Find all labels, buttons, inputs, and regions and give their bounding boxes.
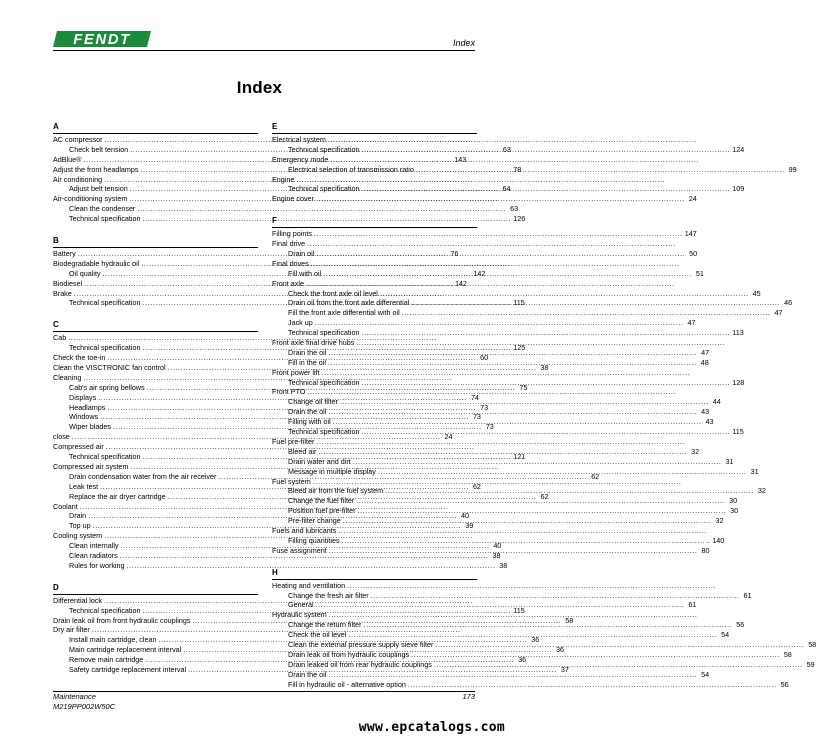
entry-page-number: 43 bbox=[701, 407, 710, 417]
entry-text: Windows bbox=[69, 412, 99, 422]
index-entry[interactable] bbox=[53, 462, 258, 472]
leader-dots bbox=[356, 496, 725, 506]
leader-dots bbox=[307, 387, 676, 397]
index-subentry[interactable] bbox=[53, 560, 508, 571]
entry-page-number: 43 bbox=[705, 417, 714, 427]
entry-page-number: 143 bbox=[454, 154, 467, 164]
leader-dots bbox=[364, 620, 733, 630]
index-subentry[interactable] bbox=[272, 535, 725, 546]
entry-text: Drain leak oil from hydraulic couplings bbox=[288, 649, 410, 659]
index-entry[interactable] bbox=[53, 625, 258, 635]
entry-page-number: 32 bbox=[715, 516, 724, 526]
index-subentry[interactable] bbox=[272, 590, 752, 601]
footer-document-code: M219PP002W50C bbox=[53, 702, 116, 711]
entry-text: Electrical system bbox=[272, 135, 326, 144]
entry-text: Front PTO bbox=[272, 387, 306, 397]
entry-page-number: 62 bbox=[540, 491, 549, 501]
section-rule bbox=[272, 133, 477, 134]
leader-dots bbox=[378, 467, 747, 477]
index-subentry[interactable] bbox=[53, 204, 519, 214]
entry-page-number: 73 bbox=[472, 412, 481, 422]
index-subentry[interactable] bbox=[272, 328, 744, 338]
entry-text: close bbox=[53, 432, 70, 442]
entry-text: Technical specification bbox=[69, 298, 141, 308]
index-subentry[interactable] bbox=[272, 506, 739, 516]
leader-dots bbox=[411, 650, 780, 660]
leader-dots bbox=[380, 289, 749, 299]
entry-text: Bleed air from the fuel system bbox=[288, 486, 384, 496]
entry-text: Drain water and dirt bbox=[288, 456, 351, 466]
section-letter: E bbox=[272, 122, 278, 131]
leader-dots bbox=[328, 358, 697, 368]
entry-page-number: 54 bbox=[701, 669, 710, 679]
section-rule bbox=[272, 579, 477, 580]
entry-text: Check the oil level bbox=[288, 630, 347, 640]
entry-text: Change oil filter bbox=[288, 397, 338, 407]
entry-page-number: 31 bbox=[750, 466, 759, 476]
index-entry[interactable] bbox=[53, 175, 258, 185]
leader-dots bbox=[434, 660, 803, 670]
entry-page-number: 31 bbox=[725, 456, 734, 466]
index-entry[interactable] bbox=[53, 502, 258, 512]
entry-text: Drain the oil bbox=[288, 407, 327, 417]
section-rule bbox=[53, 331, 258, 332]
leader-dots bbox=[330, 155, 699, 165]
entry-page-number: 142 bbox=[454, 278, 467, 288]
entry-page-number: 109 bbox=[732, 184, 745, 194]
entry-text: Technical specification bbox=[288, 328, 360, 338]
entry-text: Drain bbox=[69, 511, 87, 521]
entry-page-number: 73 bbox=[480, 402, 489, 412]
entry-page-number: 124 bbox=[732, 144, 745, 154]
entry-page-number: 40 bbox=[460, 511, 469, 521]
entry-page-number: 37 bbox=[560, 664, 569, 674]
entry-page-number: 76 bbox=[450, 249, 459, 259]
index-entry[interactable] bbox=[272, 338, 477, 348]
leader-dots bbox=[408, 680, 777, 690]
index-entry[interactable] bbox=[53, 333, 258, 343]
entry-text: Drain oil bbox=[288, 249, 315, 259]
header-rule bbox=[53, 50, 475, 51]
entry-page-number: 38 bbox=[499, 560, 508, 570]
section-letter: A bbox=[53, 122, 59, 131]
fendt-logo-graphic bbox=[53, 30, 151, 48]
entry-page-number: 58 bbox=[808, 639, 816, 649]
footer-page-number: 173 bbox=[462, 692, 475, 701]
section-rule bbox=[53, 133, 258, 134]
entry-text: Install main cartridge, clean bbox=[69, 635, 157, 645]
entry-page-number: 39 bbox=[465, 521, 474, 531]
leader-dots bbox=[316, 437, 685, 447]
index-entry[interactable] bbox=[272, 477, 477, 487]
entry-text: Differential lock bbox=[53, 595, 103, 605]
section-letter: D bbox=[53, 582, 59, 592]
entry-text: Front power lift bbox=[272, 367, 320, 377]
index-subentry[interactable] bbox=[272, 308, 783, 318]
leader-dots bbox=[340, 397, 709, 407]
leader-dots bbox=[329, 610, 698, 620]
entry-text: Front axle bbox=[272, 278, 304, 288]
entry-text: Technical specification bbox=[69, 343, 141, 353]
leader-dots bbox=[416, 165, 785, 175]
leader-dots bbox=[402, 308, 771, 318]
entry-page-number: 61 bbox=[688, 600, 697, 610]
entry-page-number: 142 bbox=[473, 268, 486, 278]
entry-text: Wiper blades bbox=[69, 422, 111, 432]
entry-text: Technical specification bbox=[288, 427, 360, 437]
entry-text: Technical specification bbox=[288, 184, 360, 194]
entry-text: Adjust the front headlamps bbox=[53, 164, 139, 174]
entry-page-number: 44 bbox=[712, 397, 721, 407]
entry-page-number: 58 bbox=[783, 649, 792, 659]
entry-text: Drain leak oil from front hydraulic couplings bbox=[53, 615, 191, 625]
leader-dots bbox=[362, 184, 731, 194]
entry-text: Clean the VISCTRONIC fan control bbox=[53, 363, 166, 373]
entry-text: Hydraulic system bbox=[272, 610, 327, 620]
entry-page-number: 56 bbox=[780, 679, 789, 689]
index-entry[interactable] bbox=[272, 610, 477, 620]
section-rule bbox=[272, 227, 477, 228]
index-entry[interactable] bbox=[272, 259, 477, 269]
index-subentry[interactable] bbox=[272, 288, 761, 299]
entry-page-number: 36 bbox=[556, 645, 565, 655]
footer-rule bbox=[53, 691, 475, 692]
leader-dots bbox=[313, 477, 682, 487]
logo-text: FENDT bbox=[73, 31, 131, 48]
entry-text: Cooling system bbox=[53, 531, 103, 541]
leader-dots bbox=[322, 368, 691, 378]
entry-text: Check the front axle oil level bbox=[288, 288, 378, 298]
entry-page-number: 75 bbox=[519, 382, 528, 392]
index-entry[interactable] bbox=[53, 289, 258, 299]
entry-text: Change the fresh air filter bbox=[288, 590, 369, 600]
entry-page-number: 45 bbox=[752, 288, 761, 298]
index-entry[interactable] bbox=[272, 175, 477, 185]
entry-page-number: 32 bbox=[691, 446, 700, 456]
entry-page-number: 147 bbox=[684, 229, 697, 239]
leader-dots bbox=[328, 670, 697, 680]
entry-text: Remove main cartridge bbox=[69, 655, 144, 665]
entry-page-number: 63 bbox=[502, 144, 511, 154]
entry-text: Check the toe-in bbox=[53, 353, 106, 363]
index-entry[interactable] bbox=[53, 373, 258, 383]
entry-text: Replace the air dryer cartridge bbox=[69, 491, 166, 501]
entry-text: Fuel pre-filter bbox=[272, 436, 315, 446]
entry-page-number: 38 bbox=[492, 550, 501, 560]
entry-page-number: 73 bbox=[485, 422, 494, 432]
entry-text: Technical specification bbox=[69, 214, 141, 224]
entry-text: Cleaning bbox=[53, 372, 82, 382]
entry-page-number: 24 bbox=[688, 194, 697, 204]
index-subentry[interactable] bbox=[272, 249, 698, 259]
entry-page-number: 38 bbox=[540, 363, 549, 373]
entry-text: Technical specification bbox=[69, 605, 141, 615]
entry-text: Fuel system bbox=[272, 476, 311, 486]
index-entry[interactable] bbox=[53, 531, 258, 541]
index-subentry[interactable] bbox=[272, 679, 789, 690]
entry-text: Safety cartridge replacement interval bbox=[69, 664, 187, 674]
entry-text: Main cartridge replacement interval bbox=[69, 645, 182, 655]
entry-text: Clean the external pressure supply sieve filter bbox=[288, 639, 434, 649]
leader-dots bbox=[338, 526, 707, 536]
entry-page-number: 47 bbox=[774, 308, 783, 318]
entry-page-number: 126 bbox=[513, 214, 526, 224]
entry-page-number: 56 bbox=[736, 620, 745, 630]
entry-text: Cab bbox=[53, 333, 67, 343]
entry-text: Cab's air spring bellows bbox=[69, 382, 145, 392]
leader-dots bbox=[316, 194, 685, 204]
entry-page-number: 54 bbox=[721, 630, 730, 640]
entry-page-number: 24 bbox=[444, 432, 453, 442]
entry-page-number: 125 bbox=[513, 343, 526, 353]
entry-text: Pre-filter change bbox=[288, 516, 341, 526]
index-entry[interactable] bbox=[53, 259, 258, 269]
entry-text: Clean internally bbox=[69, 541, 119, 551]
entry-text: Change the return filter bbox=[288, 620, 362, 630]
entry-text: Drain the oil bbox=[288, 669, 327, 679]
entry-page-number: 61 bbox=[743, 590, 752, 600]
leader-dots bbox=[323, 269, 692, 279]
entry-text: Check belt tension bbox=[69, 144, 129, 154]
entry-text: Coolant bbox=[53, 501, 78, 511]
entry-text: Engine bbox=[272, 174, 295, 184]
entry-page-number: 115 bbox=[732, 427, 744, 437]
entry-text: Engine cover bbox=[272, 194, 314, 204]
entry-text: Message in multiple display bbox=[288, 466, 376, 476]
entry-text: AC compressor bbox=[53, 135, 103, 144]
entry-text: Jack up bbox=[288, 318, 313, 328]
leader-dots bbox=[385, 486, 754, 496]
entry-text: Final drives bbox=[272, 258, 309, 268]
index-subentry[interactable] bbox=[272, 516, 724, 526]
section-letter: H bbox=[272, 567, 278, 577]
entry-page-number: 51 bbox=[695, 268, 704, 278]
entry-text: Fill the front axle differential with oil bbox=[288, 308, 400, 318]
index-entry[interactable] bbox=[272, 229, 697, 239]
leader-dots bbox=[328, 407, 697, 417]
entry-text: Technical specification bbox=[288, 144, 360, 154]
leader-dots bbox=[314, 229, 683, 239]
leader-dots bbox=[342, 536, 711, 546]
entry-page-number: 47 bbox=[687, 318, 696, 328]
leader-dots bbox=[333, 417, 702, 427]
index-entry[interactable] bbox=[53, 596, 258, 606]
entry-page-number: 32 bbox=[757, 486, 766, 496]
section-rule bbox=[53, 594, 258, 595]
leader-dots bbox=[329, 546, 698, 556]
entry-text: Top up bbox=[69, 521, 91, 531]
entry-page-number: 113 bbox=[732, 328, 744, 338]
section-letter: C bbox=[53, 320, 59, 330]
leader-dots bbox=[362, 378, 731, 388]
index-entry[interactable] bbox=[53, 442, 258, 452]
leader-dots bbox=[362, 145, 731, 155]
entry-text: Drain oil from the front axle differential bbox=[288, 298, 410, 308]
entry-text: Dry air filter bbox=[53, 625, 90, 635]
leader-dots bbox=[343, 516, 712, 526]
entry-page-number: 140 bbox=[712, 535, 725, 545]
leader-dots bbox=[328, 348, 697, 358]
leader-dots bbox=[306, 279, 675, 289]
entry-text: Adjust belt tension bbox=[69, 184, 128, 194]
entry-text: Clean radiators bbox=[69, 550, 118, 560]
website-watermark[interactable]: www.epcatalogs.com bbox=[358, 720, 505, 735]
entry-page-number: 47 bbox=[701, 347, 710, 357]
leader-dots bbox=[353, 457, 722, 467]
index-entry[interactable] bbox=[272, 526, 477, 536]
entry-text: Fill with oil bbox=[288, 268, 322, 278]
index-entry[interactable] bbox=[272, 155, 477, 165]
index-subentry[interactable] bbox=[53, 214, 526, 224]
entry-text: Position fuel pre-filter bbox=[288, 506, 356, 516]
leader-dots bbox=[358, 506, 727, 516]
leader-dots bbox=[307, 239, 676, 249]
index-entry[interactable] bbox=[272, 239, 477, 249]
entry-page-number: 50 bbox=[689, 249, 698, 259]
entry-text: Fill in the oil bbox=[288, 357, 326, 367]
fendt-logo bbox=[53, 30, 151, 48]
entry-page-number: 128 bbox=[732, 377, 745, 387]
entry-text: Electrical selection of transmission ratio bbox=[288, 164, 414, 174]
entry-page-number: 36 bbox=[518, 655, 527, 665]
entry-text: Change the fuel filter bbox=[288, 496, 355, 506]
leader-dots bbox=[311, 259, 680, 269]
leader-dots bbox=[347, 581, 716, 591]
entry-page-number: 99 bbox=[788, 164, 797, 174]
entry-page-number: 121 bbox=[513, 452, 526, 462]
entry-text: Fuels and lubricants bbox=[272, 525, 337, 535]
entry-text: Air-conditioning system bbox=[53, 194, 128, 204]
index-entry[interactable] bbox=[272, 279, 477, 289]
entry-text: Heating and ventilation bbox=[272, 580, 346, 590]
entry-page-number: 46 bbox=[784, 298, 793, 308]
entry-text: Compressed air system bbox=[53, 461, 129, 471]
leader-dots bbox=[316, 249, 685, 259]
entry-text: Filling points bbox=[272, 229, 312, 239]
entry-text: Battery bbox=[53, 249, 76, 259]
entry-page-number: 115 bbox=[513, 298, 525, 308]
entry-page-number: 64 bbox=[502, 184, 511, 194]
leader-dots bbox=[348, 630, 717, 640]
entry-page-number: 115 bbox=[513, 605, 525, 615]
index-subentry[interactable] bbox=[272, 318, 696, 328]
entry-page-number: 30 bbox=[730, 506, 739, 516]
leader-dots bbox=[362, 427, 731, 437]
entry-page-number: 74 bbox=[470, 392, 479, 402]
entry-text: Final drive bbox=[272, 239, 306, 249]
entry-text: Bleed air bbox=[288, 446, 317, 456]
entry-text: Brake bbox=[53, 288, 72, 298]
leader-dots bbox=[356, 338, 725, 348]
entry-text: Displays bbox=[69, 392, 97, 402]
entry-page-number: 78 bbox=[513, 164, 522, 174]
entry-text: Biodiesel bbox=[53, 278, 83, 288]
entry-text: Technical specification bbox=[288, 377, 360, 387]
index-entry[interactable] bbox=[272, 387, 477, 397]
section-rule bbox=[53, 247, 258, 248]
entry-text: Filling quantities bbox=[288, 535, 340, 545]
entry-text: Rules for working bbox=[69, 560, 125, 570]
entry-text: Drain condensation water from the air receiver bbox=[69, 471, 217, 481]
section-letter: F bbox=[272, 216, 277, 226]
entry-page-number: 40 bbox=[493, 541, 502, 551]
entry-text: Clean the condenser bbox=[69, 204, 136, 214]
header-section-label: Index bbox=[452, 38, 475, 48]
section-letter: B bbox=[53, 236, 59, 246]
leader-dots bbox=[315, 318, 684, 328]
leader-dots bbox=[328, 135, 697, 145]
entry-text: Drain leaked oil from rear hydraulic couplings bbox=[288, 659, 432, 669]
entry-text: Front axle final drive hubs bbox=[272, 338, 355, 348]
leader-dots bbox=[316, 600, 685, 610]
entry-text: Headlamps bbox=[69, 402, 106, 412]
footer-title: Maintenance bbox=[53, 692, 96, 701]
entry-text: Fill in hydraulic oil - alternative option bbox=[288, 679, 406, 689]
index-entry[interactable] bbox=[53, 194, 258, 204]
entry-page-number: 80 bbox=[701, 545, 710, 555]
leader-dots bbox=[371, 591, 740, 601]
index-entry[interactable] bbox=[272, 135, 477, 145]
entry-text: Air conditioning bbox=[53, 174, 103, 184]
entry-text: Oil quality bbox=[69, 268, 101, 278]
entry-text: Filling with oil bbox=[288, 417, 331, 427]
leader-dots bbox=[411, 298, 780, 308]
entry-page-number: 62 bbox=[591, 471, 600, 481]
index-entry[interactable] bbox=[272, 368, 477, 378]
leader-dots bbox=[435, 640, 804, 650]
leader-dots bbox=[318, 447, 687, 457]
entry-text: Drain the oil bbox=[288, 347, 327, 357]
entry-text: Biodegradable hydraulic oil bbox=[53, 258, 140, 268]
leader-dots bbox=[362, 328, 731, 338]
entry-text: Leak test bbox=[69, 481, 99, 491]
entry-text: Fuse assignment bbox=[272, 545, 327, 555]
entry-text: Technical specification bbox=[69, 452, 141, 462]
entry-page-number: 36 bbox=[531, 635, 540, 645]
entry-page-number: 59 bbox=[806, 659, 815, 669]
index-entry[interactable] bbox=[272, 581, 477, 591]
entry-page-number: 30 bbox=[729, 496, 738, 506]
entry-page-number: 63 bbox=[510, 204, 519, 214]
page-title: Index bbox=[236, 78, 283, 97]
entry-page-number: 62 bbox=[472, 481, 481, 491]
index-entry[interactable] bbox=[53, 135, 258, 145]
leader-dots bbox=[296, 175, 665, 185]
index-entry[interactable] bbox=[272, 194, 697, 204]
entry-page-number: 48 bbox=[700, 357, 709, 367]
entry-text: Compressed air bbox=[53, 442, 104, 452]
entry-text: AdBlue® bbox=[53, 154, 82, 164]
entry-text: Emergency mode bbox=[272, 154, 329, 164]
entry-page-number: 58 bbox=[565, 615, 574, 625]
entry-text: General bbox=[288, 600, 314, 610]
entry-page-number: 60 bbox=[480, 353, 489, 363]
index-entry[interactable] bbox=[272, 437, 477, 447]
